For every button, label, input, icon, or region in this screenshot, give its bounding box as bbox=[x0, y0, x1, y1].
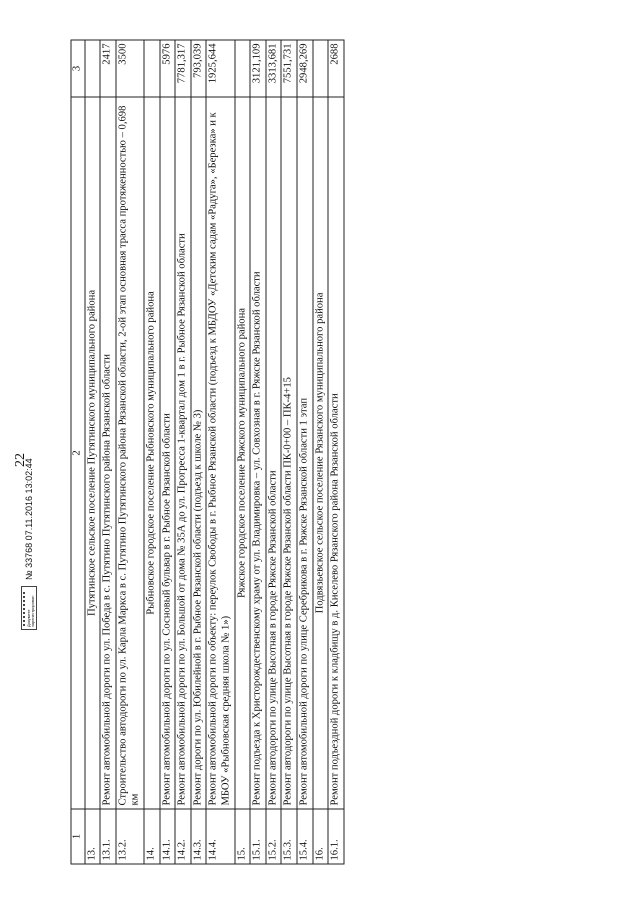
row-number: 15.3. bbox=[281, 809, 297, 864]
section-row bbox=[234, 40, 250, 864]
header-col-number: 1 bbox=[71, 809, 85, 864]
row-amount: 7781,317 bbox=[175, 40, 191, 97]
road-repair-table bbox=[70, 40, 344, 865]
section-row bbox=[312, 40, 328, 864]
table-row bbox=[250, 40, 266, 864]
row-description: Ремонт автомобильной дороги по ул. Победа в с. Путятино Путятинского района Рязанской области bbox=[100, 97, 116, 809]
row-amount: 2417 bbox=[100, 40, 116, 97]
table-row bbox=[328, 40, 344, 864]
row-number: 15. bbox=[234, 809, 250, 864]
row-number: 14. bbox=[143, 809, 159, 864]
registration-reference: № 33768 07.11.2016 13:02:44 bbox=[24, 458, 34, 580]
table-row bbox=[265, 40, 281, 864]
section-row bbox=[143, 40, 159, 864]
row-amount: 793,039 bbox=[190, 40, 206, 97]
table-row bbox=[296, 40, 312, 864]
row-amount: 7551,731 bbox=[281, 40, 297, 97]
row-description: Ремонт подъезда к Христорождественскому храму от ул. Владимировка – ул. Совхозная в г. Ряжске Рязанской области bbox=[250, 97, 266, 809]
row-amount bbox=[143, 40, 159, 97]
row-description: Строительство автодороги по ул. Карла Маркса в с. Путятино Путятинского района Рязанской области, 2-ой этап основная трасса протяженностью – 0,698 км bbox=[115, 97, 143, 809]
row-amount bbox=[234, 40, 250, 97]
registration-stamp bbox=[21, 586, 37, 630]
row-description: Ряжское городское поселение Ряжского муниципального района bbox=[234, 97, 250, 809]
row-amount: 1925,644 bbox=[206, 40, 234, 97]
row-description: Ремонт автомобильной дороги по улице Серебрикова в г. Ряжске Рязанской области 1 этап bbox=[296, 97, 312, 809]
row-number: 13.1. bbox=[100, 809, 116, 864]
page-number: 22 bbox=[13, 453, 28, 467]
row-number: 16.1. bbox=[328, 809, 344, 864]
table-row bbox=[115, 40, 143, 864]
row-number: 15.1. bbox=[250, 809, 266, 864]
row-description: Ремонт подъездной дороги к кладбищу в д. Киселево Рязанского района Рязанской области bbox=[328, 97, 344, 809]
row-description: Ремонт автомобильной дороги по ул. Сосновый бульвар в г. Рыбное Рязанской области bbox=[159, 97, 175, 809]
row-amount bbox=[312, 40, 328, 97]
row-number: 16. bbox=[312, 809, 328, 864]
row-number: 14.1. bbox=[159, 809, 175, 864]
row-number: 14.3. bbox=[190, 809, 206, 864]
row-description: Рыбновское городское поселение Рыбновского муниципального района bbox=[143, 97, 159, 809]
row-number: 13.2. bbox=[115, 809, 143, 864]
row-number: 13. bbox=[84, 809, 100, 864]
row-amount: 5976 bbox=[159, 40, 175, 97]
row-amount: 3313,681 bbox=[265, 40, 281, 97]
row-description: Ремонт автомобильной дороги по ул. Большой от дома № 35А до ул. Прогресса 1-квартал дом 1 в г. Рыбное Рязанской области bbox=[175, 97, 191, 809]
row-number: 15.2. bbox=[265, 809, 281, 864]
row-number: 14.2. bbox=[175, 809, 191, 864]
header-col-description: 2 bbox=[71, 97, 85, 809]
row-amount: 3121,109 bbox=[250, 40, 266, 97]
table-row bbox=[175, 40, 191, 864]
table-row bbox=[281, 40, 297, 864]
row-description: Ремонт автодороги по улице Высотная в городе Ряжске Рязанской области ПК-0+00 – ПК-4+15 bbox=[281, 97, 297, 809]
header-col-amount: 3 bbox=[71, 40, 85, 97]
row-description: Ремонт автодороги по улице Высотная в городе Ряжске Рязанской области bbox=[265, 97, 281, 809]
row-description: Ремонт дороги по ул. Юбилейной в г. Рыбное Рязанской области (подъезд к школе № 3) bbox=[190, 97, 206, 809]
stamp-text: Документ зарегистрирован bbox=[26, 595, 35, 627]
table-row bbox=[206, 40, 234, 864]
row-description: Путятинское сельское поселение Путятинского муниципального района bbox=[84, 97, 100, 809]
rotated-table-wrapper bbox=[70, 40, 570, 865]
row-number: 14.4. bbox=[206, 809, 234, 864]
section-row bbox=[84, 40, 100, 864]
registration-footer bbox=[14, 370, 44, 630]
row-amount bbox=[84, 40, 100, 97]
row-amount: 3500 bbox=[115, 40, 143, 97]
row-description: Подвязьевское сельское поселение Рязанского муниципального района bbox=[312, 97, 328, 809]
table-row bbox=[100, 40, 116, 864]
row-amount: 2688 bbox=[328, 40, 344, 97]
table-row bbox=[159, 40, 175, 864]
table-row bbox=[190, 40, 206, 864]
table-header-row bbox=[71, 40, 85, 864]
row-number: 15.4. bbox=[296, 809, 312, 864]
row-amount: 2948,269 bbox=[296, 40, 312, 97]
row-description: Ремонт автомобильной дороги по объекту: переулок Свободы в г. Рыбное Рязанской области (подъезд к МБДОУ «Детским садам «Радуга», «Березка» и к МБОУ «Рыбновская средняя школа № 1») bbox=[206, 97, 234, 809]
